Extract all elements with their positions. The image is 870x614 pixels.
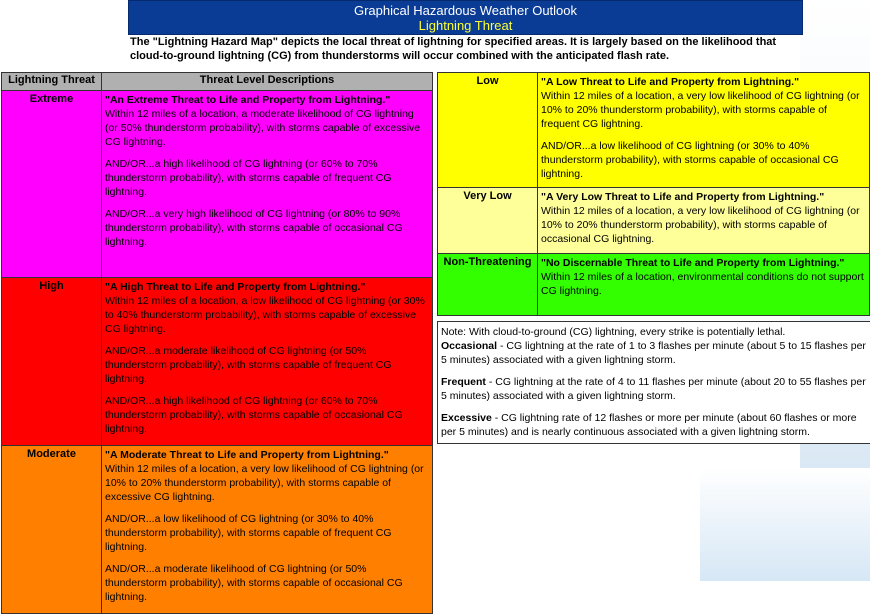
row-low <box>438 73 870 188</box>
headline-non-threatening: "No Discernable Threat to Life and Property from Lightning." <box>541 257 845 269</box>
desc-extreme <box>102 91 433 278</box>
level-very-low: Very Low <box>438 188 538 254</box>
note-occasional-term: Occasional <box>441 340 498 352</box>
row-extreme <box>2 91 433 278</box>
note-intro: Note: With cloud-to-ground (CG) lightning, every strike is potentially lethal. <box>441 326 786 338</box>
desc-low-p2: AND/OR...a low likelihood of CG lightning (or 30% to 40% thunderstorm probability), with storms capable of occasional CG lightning. <box>541 140 839 180</box>
page-subtitle: Lightning Threat <box>418 18 513 33</box>
level-moderate: Moderate <box>2 446 102 614</box>
headline-extreme: "An Extreme Threat to Life and Property from Lightning." <box>105 94 391 106</box>
level-non-threatening: Non-Threatening <box>438 254 538 316</box>
headline-very-low: "A Very Low Threat to Life and Property from Lightning." <box>541 191 825 203</box>
note-excessive-term: Excessive <box>441 412 492 424</box>
page-header <box>128 0 803 35</box>
desc-moderate-p3: AND/OR...a moderate likelihood of CG lightning (or 50% thunderstorm probability), with storms capable of occasional CG lightning. <box>105 563 403 603</box>
desc-high-p1: Within 12 miles of a location, a low likelihood of CG lightning (or 30% to 40% thunderstorm probability), with storms capable of excessive CG lightning. <box>105 295 425 335</box>
level-low: Low <box>438 73 538 188</box>
level-extreme: Extreme <box>2 91 102 278</box>
desc-very-low <box>538 188 870 254</box>
desc-non-threatening <box>538 254 870 316</box>
page-title: Graphical Hazardous Weather Outlook <box>353 3 578 18</box>
desc-extreme-p1: Within 12 miles of a location, a moderate likelihood of CG lightning (or 50% thunderstorm probability), with storms capable of excessive CG lightning. <box>105 108 421 148</box>
desc-extreme-p3: AND/OR...a very high likelihood of CG lightning (or 80% to 90% thunderstorm probability), with storms capable of occasional CG lightning. <box>105 208 403 248</box>
row-non-threatening <box>438 254 870 316</box>
row-very-low <box>438 188 870 254</box>
note-excessive-text: - CG lightning rate of 12 flashes or more per minute (about 60 flashes or more per 5 minutes) and is nearly continuous associated with a given lightning storm. <box>441 412 857 438</box>
level-high: High <box>2 278 102 446</box>
row-moderate <box>2 446 433 614</box>
desc-moderate-p1: Within 12 miles of a location, a very low likelihood of CG lightning (or 10% to 20% thunderstorm probability), with storms capable of excessive CG lightning. <box>105 463 424 503</box>
row-high <box>2 278 433 446</box>
threat-table-left <box>1 72 433 614</box>
desc-very-low-p1: Within 12 miles of a location, a very low likelihood of CG lightning (or 10% to 20% thunderstorm probability), with storms capable of occasional CG lightning. <box>541 205 860 245</box>
note-box <box>437 321 870 444</box>
header-lightning-threat: Lightning Threat <box>2 73 102 91</box>
desc-extreme-p2: AND/OR...a high likelihood of CG lightning (or 60% to 70% thunderstorm probability), with storms capable of frequent CG lightning. <box>105 158 392 198</box>
headline-high: "A High Threat to Life and Property from Lightning." <box>105 281 366 293</box>
note-frequent-term: Frequent <box>441 376 486 388</box>
header-threat-descriptions: Threat Level Descriptions <box>102 73 433 91</box>
headline-low: "A Low Threat to Life and Property from Lightning." <box>541 76 800 88</box>
desc-high-p3: AND/OR...a high likelihood of CG lightning (or 60% to 70% thunderstorm probability), with storms capable of occasional CG lightning. <box>105 395 403 435</box>
desc-high-p2: AND/OR...a moderate likelihood of CG lightning (or 50% thunderstorm probability), with storms capable of frequent CG lightning. <box>105 345 392 385</box>
desc-non-threatening-p1: Within 12 miles of a location, environmental conditions do not support CG lightning. <box>541 271 864 297</box>
note-frequent-text: - CG lightning at the rate of 4 to 11 flashes per minute (about 20 to 55 flashes per 5 minutes) associated with a given lightning storm. <box>441 376 866 402</box>
desc-low <box>538 73 870 188</box>
threat-table-right <box>437 72 870 316</box>
note-occasional-text: - CG lightning at the rate of 1 to 3 flashes per minute (about 5 to 15 flashes per 5 minutes) associated with a given lightning storm. <box>441 340 866 366</box>
table-header-row <box>2 73 433 91</box>
headline-moderate: "A Moderate Threat to Life and Property from Lightning." <box>105 449 389 461</box>
desc-high <box>102 278 433 446</box>
desc-moderate <box>102 446 433 614</box>
desc-moderate-p2: AND/OR...a low likelihood of CG lightning (or 30% to 40% thunderstorm probability), with storms capable of frequent CG lightning. <box>105 513 392 553</box>
intro-text: The "Lightning Hazard Map" depicts the local threat of lightning for specified areas. It is largely based on the likelihood that cloud-to-ground lightning (CG) from thunderstorms will occur combined with the anticipated flash rate. <box>130 36 777 62</box>
background-gradient-bottom <box>700 468 870 581</box>
desc-low-p1: Within 12 miles of a location, a very low likelihood of CG lightning (or 10% to 20% thunderstorm probability), with storms capable of frequent CG lightning. <box>541 90 860 130</box>
